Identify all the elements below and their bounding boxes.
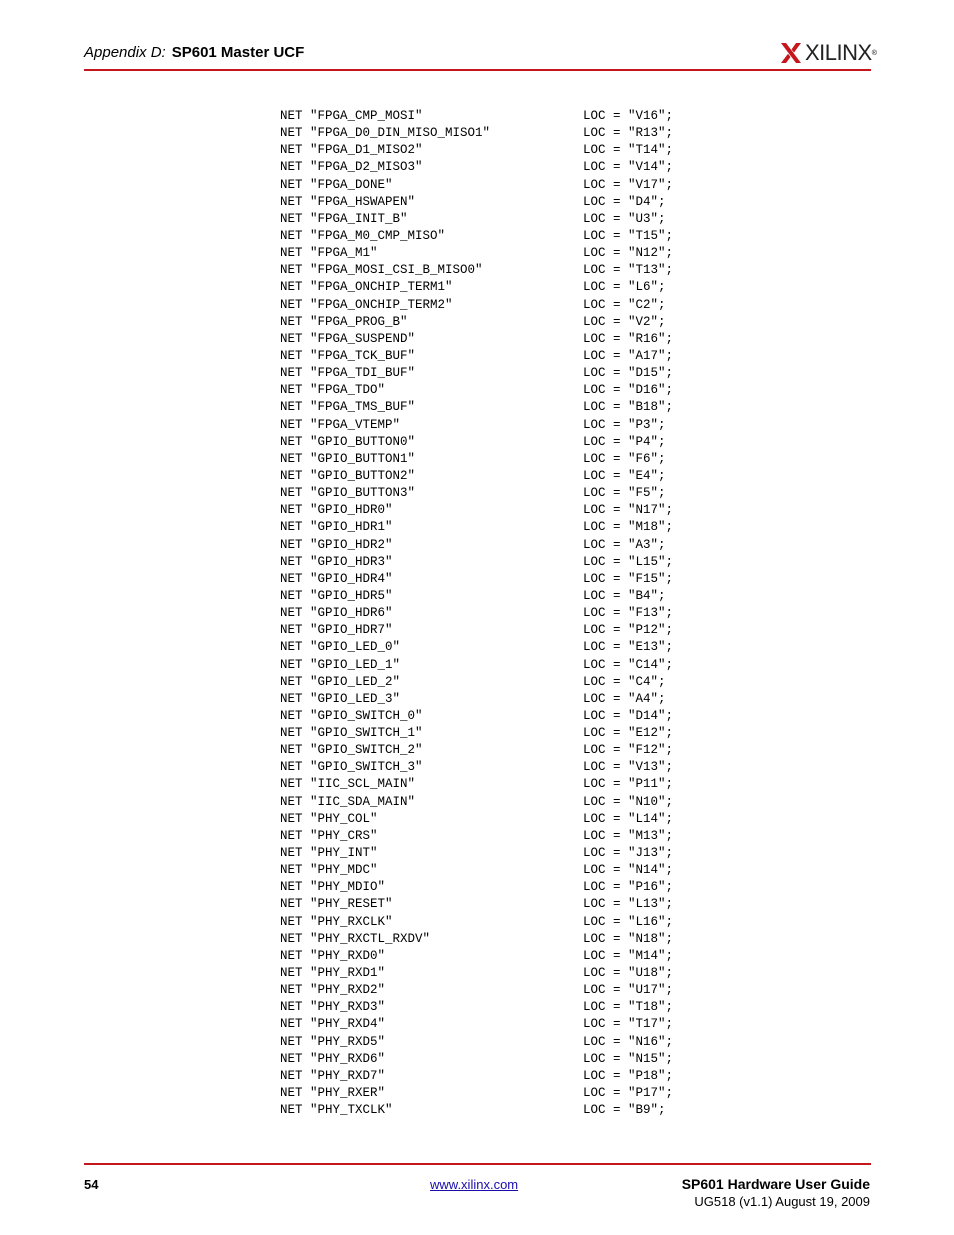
pin-location: LOC = "U18"; [583,966,674,981]
pin-location: LOC = "V2"; [583,314,666,329]
page-title: SP601 Master UCF [171,44,305,61]
net-name: NET "PHY_RXER" [280,1086,386,1101]
pin-location: LOC = "P12"; [583,623,674,638]
pin-location: LOC = "L13"; [583,897,674,912]
net-name: NET "PHY_CRS" [280,828,378,843]
document-version: UG518 (v1.1) August 19, 2009 [694,1194,870,1209]
net-name: NET "FPGA_MOSI_CSI_B_MISO0" [280,263,483,278]
net-name: NET "GPIO_BUTTON1" [280,451,416,466]
pin-location: LOC = "C14"; [583,657,674,672]
net-name: NET "GPIO_LED_2" [280,674,401,689]
pin-location: LOC = "T17"; [583,1017,674,1032]
logo-wordmark: XILINX [805,40,872,65]
pin-location: LOC = "M13"; [583,828,674,843]
net-name: NET "PHY_RXD4" [280,1017,386,1032]
pin-location: LOC = "P16"; [583,880,674,895]
xilinx-x-icon [781,43,801,63]
net-name: NET "FPGA_TMS_BUF" [280,400,416,415]
xilinx-logo [781,40,877,66]
pin-location: LOC = "R16"; [583,331,674,346]
running-header [84,44,304,61]
net-name: NET "GPIO_HDR0" [280,503,393,518]
pin-location: LOC = "L14"; [583,811,674,826]
pin-location: LOC = "V14"; [583,160,674,175]
header-rule [84,69,871,71]
net-name: NET "GPIO_HDR6" [280,606,393,621]
net-name: NET "GPIO_BUTTON2" [280,468,416,483]
pin-location: LOC = "T18"; [583,1000,674,1015]
net-name: NET "GPIO_SWITCH_2" [280,743,423,758]
net-name: NET "PHY_INT" [280,846,378,861]
net-name: NET "FPGA_CMP_MOSI" [280,109,423,123]
pin-location: LOC = "V13"; [583,760,674,775]
net-name: NET "FPGA_DONE" [280,177,393,192]
pin-location: LOC = "E12"; [583,726,674,741]
pin-location: LOC = "C2"; [583,297,666,312]
net-name: NET "GPIO_LED_3" [280,691,401,706]
pin-location: LOC = "T14"; [583,143,674,158]
net-name: NET "PHY_COL" [280,811,378,826]
net-name: NET "FPGA_SUSPEND" [280,331,416,346]
pin-location: LOC = "V17"; [583,177,674,192]
net-name: NET "FPGA_TCK_BUF" [280,348,416,363]
pin-location: LOC = "P18"; [583,1068,674,1083]
net-name: NET "GPIO_HDR1" [280,520,393,535]
pin-location: LOC = "P4"; [583,434,666,449]
appendix-label: Appendix D: [84,44,166,61]
net-name: NET "GPIO_HDR5" [280,588,393,603]
net-name: NET "GPIO_HDR7" [280,623,393,638]
pin-location: LOC = "U17"; [583,983,674,998]
pin-location: LOC = "N16"; [583,1034,674,1049]
pin-location: LOC = "M18"; [583,520,674,535]
net-name: NET "GPIO_HDR2" [280,537,393,552]
net-name: NET "FPGA_INIT_B" [280,211,408,226]
pin-location: LOC = "L16"; [583,914,674,929]
net-name: NET "PHY_MDIO" [280,880,386,895]
pin-location: LOC = "N18"; [583,931,674,946]
net-name: NET "FPGA_TDI_BUF" [280,366,416,381]
pin-location: LOC = "V16"; [583,109,674,123]
pin-location: LOC = "D4"; [583,194,666,209]
website-link[interactable]: www.xilinx.com [430,1177,519,1192]
net-name: NET "GPIO_LED_1" [280,657,401,672]
net-name: NET "FPGA_D2_MISO3" [280,160,423,175]
pin-location: LOC = "P3"; [583,417,666,432]
pin-location: LOC = "L15"; [583,554,674,569]
pin-location: LOC = "R13"; [583,126,674,141]
net-name: NET "PHY_RXD7" [280,1068,386,1083]
pin-location: LOC = "B9"; [583,1103,666,1118]
pin-location: LOC = "L6"; [583,280,666,295]
pin-location: LOC = "N15"; [583,1051,674,1066]
pin-location: LOC = "B4"; [583,588,666,603]
pin-location: LOC = "C4"; [583,674,666,689]
net-name: NET "PHY_RESET" [280,897,393,912]
pin-location: LOC = "F12"; [583,743,674,758]
pin-location: LOC = "M14"; [583,948,674,963]
net-name: NET "GPIO_HDR4" [280,571,393,586]
net-name: NET "FPGA_TDO" [280,383,386,398]
pin-location: LOC = "J13"; [583,846,674,861]
net-name: NET "FPGA_M1" [280,246,378,261]
net-name: NET "PHY_RXD6" [280,1051,386,1066]
net-name: NET "FPGA_ONCHIP_TERM1" [280,280,453,295]
net-name: NET "FPGA_D0_DIN_MISO_MISO1" [280,126,491,141]
pin-location: LOC = "P17"; [583,1086,674,1101]
pin-location: LOC = "D16"; [583,383,674,398]
pin-location: LOC = "B18"; [583,400,674,415]
net-name: NET "GPIO_SWITCH_0" [280,708,423,723]
net-name: NET "PHY_RXD3" [280,1000,386,1015]
pin-location: LOC = "F13"; [583,606,674,621]
document-title: SP601 Hardware User Guide [681,1176,870,1192]
net-name: NET "PHY_MDC" [280,863,378,878]
net-name: NET "IIC_SCL_MAIN" [280,777,416,792]
pin-location: LOC = "U3"; [583,211,666,226]
net-name: NET "FPGA_ONCHIP_TERM2" [280,297,453,312]
net-name: NET "PHY_RXD5" [280,1034,386,1049]
logo-registered-mark: ® [871,49,877,57]
pin-location: LOC = "E4"; [583,468,666,483]
pin-location: LOC = "N14"; [583,863,674,878]
pin-location: LOC = "N17"; [583,503,674,518]
footer-rule [84,1163,871,1165]
net-name: NET "PHY_RXCTL_RXDV" [280,931,431,946]
net-name: NET "GPIO_BUTTON3" [280,486,416,501]
net-name: NET "PHY_RXCLK" [280,914,393,929]
pin-location: LOC = "F6"; [583,451,666,466]
pin-location: LOC = "N10"; [583,794,674,809]
net-name: NET "IIC_SDA_MAIN" [280,794,416,809]
pin-location: LOC = "A3"; [583,537,666,552]
pin-location: LOC = "T15"; [583,228,674,243]
pin-location: LOC = "N12"; [583,246,674,261]
net-name: NET "GPIO_SWITCH_3" [280,760,423,775]
pin-location: LOC = "A4"; [583,691,666,706]
page-number: 54 [84,1177,99,1192]
pin-location: LOC = "F15"; [583,571,674,586]
net-name: NET "PHY_RXD2" [280,983,386,998]
net-name: NET "GPIO_LED_0" [280,640,401,655]
net-name: NET "FPGA_VTEMP" [280,417,401,432]
pin-location: LOC = "D15"; [583,366,674,381]
net-name: NET "GPIO_HDR3" [280,554,393,569]
net-name: NET "FPGA_PROG_B" [280,314,408,329]
pin-location: LOC = "D14"; [583,708,674,723]
net-name: NET "PHY_RXD0" [280,948,386,963]
pin-location: LOC = "A17"; [583,348,674,363]
net-name: NET "FPGA_M0_CMP_MISO" [280,228,446,243]
pin-location: LOC = "P11"; [583,777,674,792]
net-name: NET "PHY_RXD1" [280,966,386,981]
net-name: NET "FPGA_HSWAPEN" [280,194,416,209]
net-name: NET "FPGA_D1_MISO2" [280,143,423,158]
net-name: NET "GPIO_BUTTON0" [280,434,416,449]
pin-location: LOC = "E13"; [583,640,674,655]
pin-location: LOC = "T13"; [583,263,674,278]
net-name: NET "PHY_TXCLK" [280,1103,393,1118]
pin-location: LOC = "F5"; [583,486,666,501]
net-name: NET "GPIO_SWITCH_1" [280,726,423,741]
